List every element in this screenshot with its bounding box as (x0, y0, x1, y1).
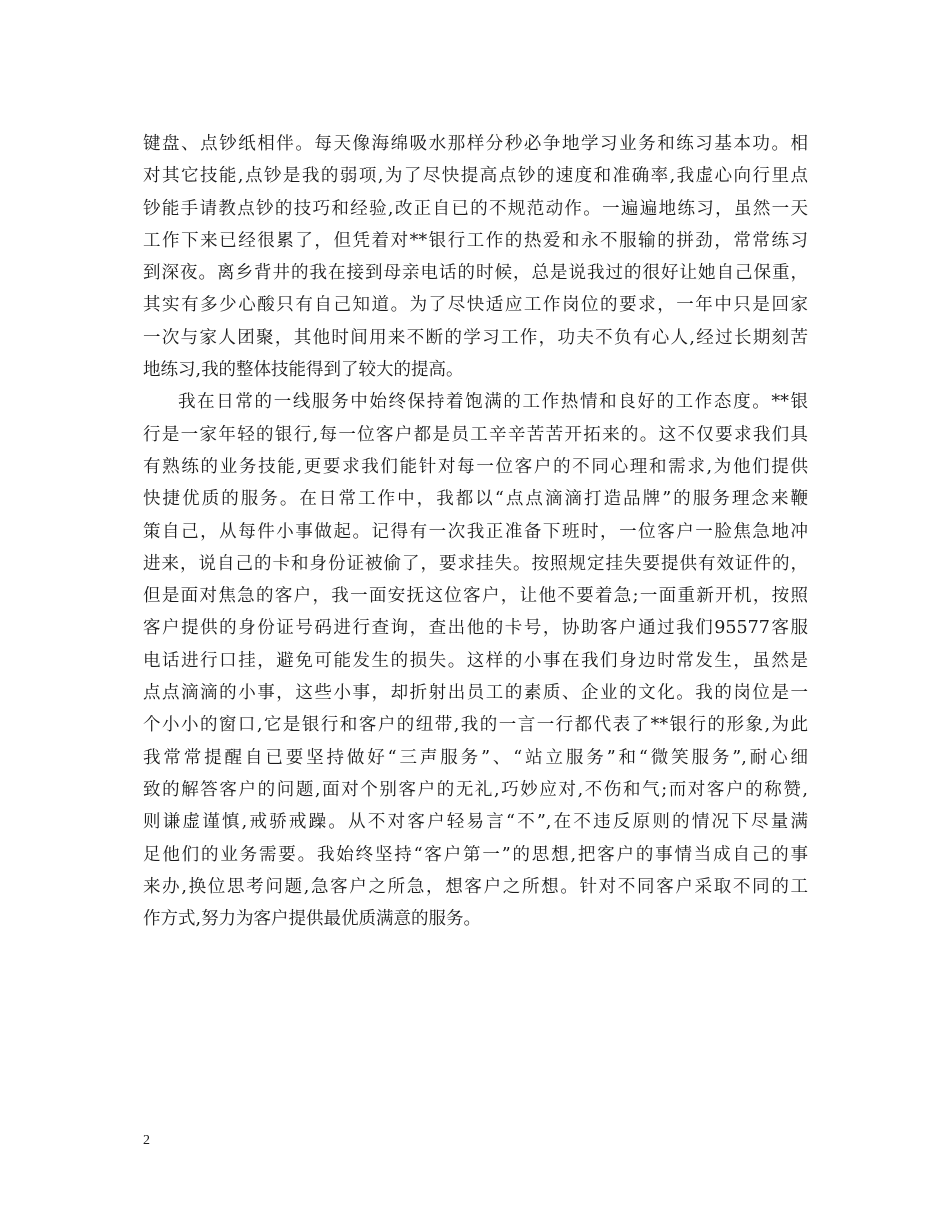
text-line: 地练习,我的整体技能得到了较大的提高。 (143, 360, 464, 381)
document-body (143, 128, 808, 935)
text-line: 一次与家人团聚，其他时间用来不断的学习工作，功夫不负有心人,经过长期刻苦 (143, 327, 808, 348)
text-line: 客户提供的身份证号码进行查询，查出他的卡号，协助客户通过我们95577客服 (143, 618, 808, 639)
page-number: 2 (143, 1133, 150, 1148)
text-line: 致的解答客户的问题,面对个别客户的无礼,巧妙应对,不伤和气;而对客户的称赞, (143, 779, 808, 800)
text-line: 有熟练的业务技能,更要求我们能针对每一位客户的不同心理和需求,为他们提供 (143, 456, 808, 477)
text-line: 来办,换位思考问题,急客户之所急，想客户之所想。针对不同客户采取不同的工 (143, 876, 808, 897)
text-line: 我在日常的一线服务中始终保持着饱满的工作热情和良好的工作态度。**银 (178, 392, 808, 413)
text-line: 其实有多少心酸只有自己知道。为了尽快适应工作岗位的要求，一年中只是回家 (143, 295, 808, 316)
text-line: 作方式,努力为客户提供最优质满意的服务。 (143, 909, 482, 930)
text-line: 策自己，从每件小事做起。记得有一次我正准备下班时，一位客户一脸焦急地冲 (143, 521, 808, 542)
text-line: 键盘、点钞纸相伴。每天像海绵吸水那样分秒必争地学习业务和练习基本功。相 (143, 134, 808, 154)
text-line: 行是一家年轻的银行,每一位客户都是员工辛辛苦苦开拓来的。这不仅要求我们具 (143, 424, 808, 445)
text-line: 对其它技能,点钞是我的弱项,为了尽快提高点钞的速度和准确率,我虚心向行里点 (143, 166, 808, 187)
paragraph-2 (143, 386, 808, 935)
text-line: 钞能手请教点钞的技巧和经验,改正自已的不规范动作。一遍遍地练习，虽然一天 (143, 198, 808, 219)
text-line: 工作下来已经很累了，但凭着对**银行工作的热爱和永不服输的拼劲，常常练习 (143, 230, 808, 251)
text-line: 个小小的窗口,它是银行和客户的纽带,我的一言一行都代表了**银行的形象,为此 (143, 715, 808, 736)
text-line: 点点滴滴的小事，这些小事，却折射出员工的素质、企业的文化。我的岗位是一 (143, 683, 808, 704)
text-line: 足他们的业务需要。我始终坚持“客户第一”的思想,把客户的事情当成自己的事 (143, 844, 808, 865)
text-line: 则谦虚谨慎,戒骄戒躁。从不对客户轻易言“不”,在不违反原则的情况下尽量满 (143, 812, 808, 833)
text-line: 快捷优质的服务。在日常工作中，我都以“点点滴滴打造品牌”的服务理念来鞭 (143, 489, 808, 510)
text-line: 到深夜。离乡背井的我在接到母亲电话的时候，总是说我过的很好让她自己保重， (143, 263, 808, 284)
text-line: 我常常提醒自已要坚持做好“三声服务”、“站立服务”和“微笑服务”,耐心细 (143, 747, 808, 768)
text-line: 电话进行口挂，避免可能发生的损失。这样的小事在我们身边时常发生，虽然是 (143, 650, 808, 671)
text-line: 进来，说自己的卡和身份证被偷了，要求挂失。按照规定挂失要提供有效证件的， (143, 553, 808, 574)
text-line: 但是面对焦急的客户，我一面安抚这位客户，让他不要着急;一面重新开机，按照 (143, 586, 808, 607)
paragraph-1 (143, 128, 808, 386)
